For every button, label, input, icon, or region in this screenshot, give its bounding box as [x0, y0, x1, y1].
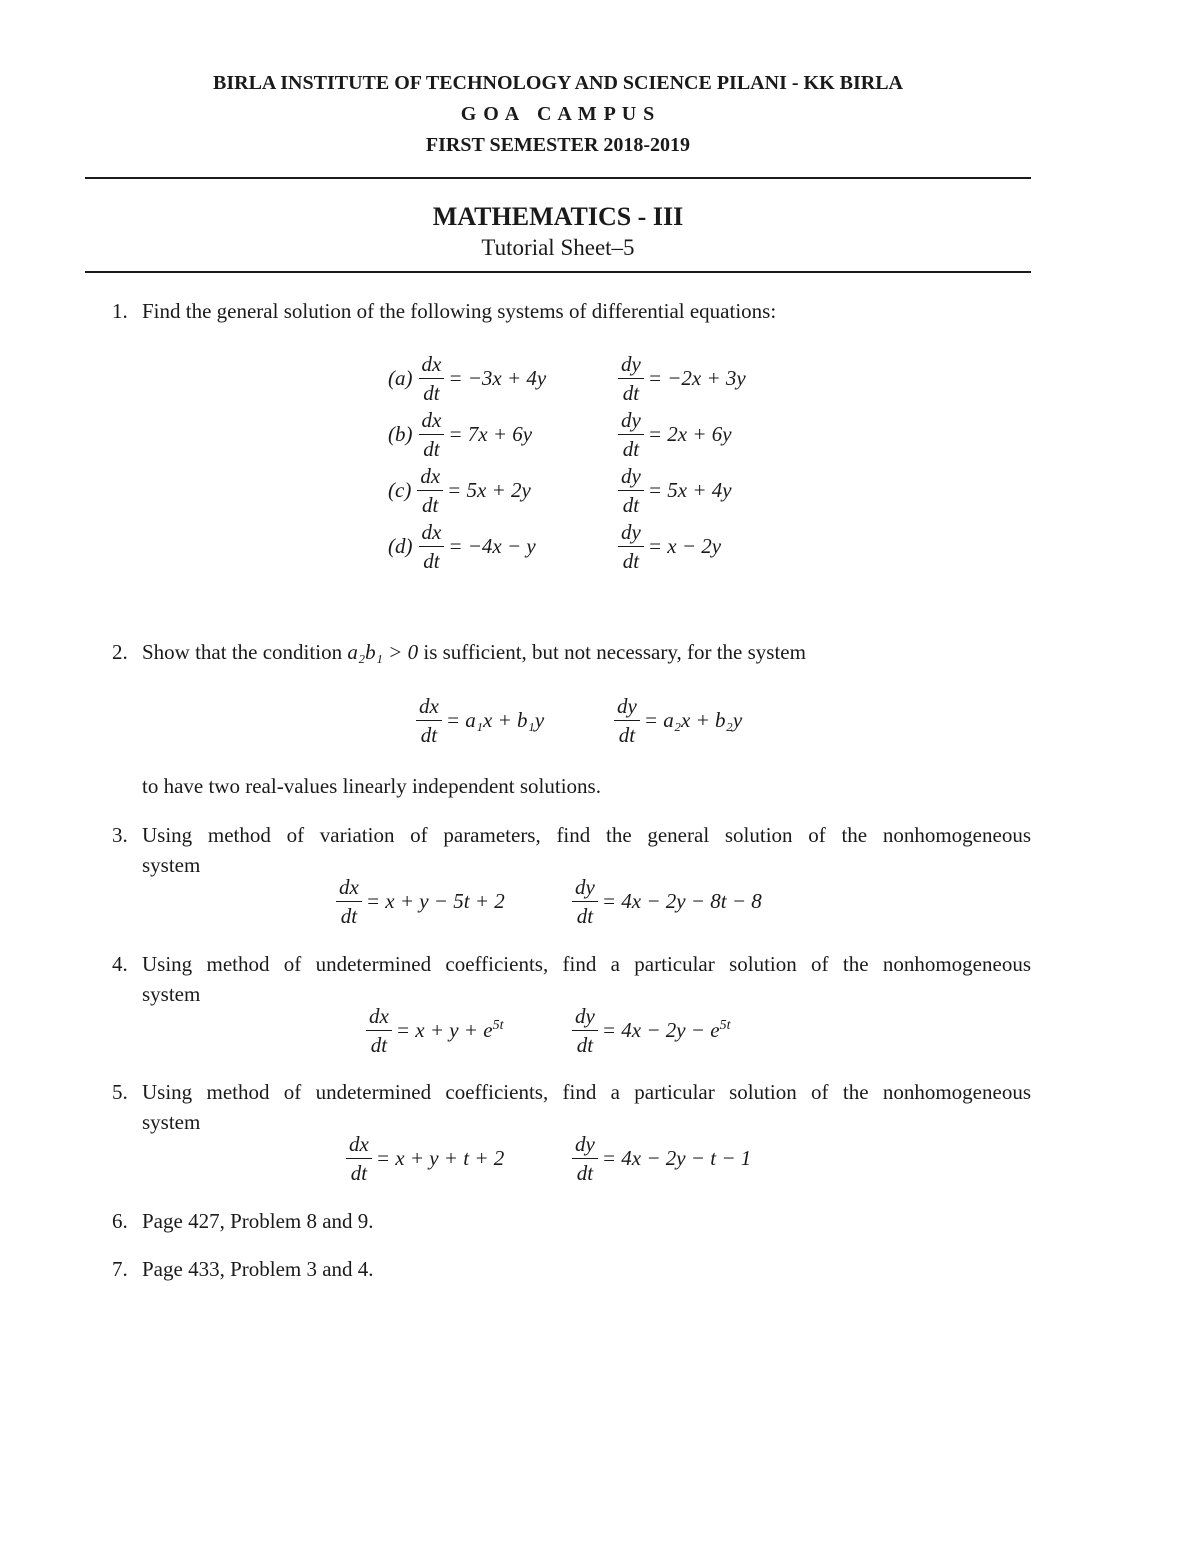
semester: FIRST SEMESTER 2018-2019	[425, 134, 691, 156]
system-a-x-equation	[388, 352, 546, 405]
system-d-x-equation	[388, 520, 536, 573]
equation-rhs: = −2x + 3y	[647, 366, 746, 390]
equation-rhs: = 4x − 2y − t − 1	[601, 1146, 752, 1170]
problem-text: Using method of variation of parameters, find the general solution of the nonhomogeneous	[142, 823, 1031, 847]
problem-number: 3.	[112, 823, 128, 847]
frac-numerator: dx	[346, 1132, 372, 1159]
frac-denominator: dt	[622, 381, 640, 405]
equation-rhs: = 5x + 2y	[447, 478, 531, 502]
exponent: 5t	[719, 1018, 731, 1033]
part-label: (c)	[388, 478, 412, 502]
frac-denominator: dt	[340, 904, 358, 928]
problem-5-cont: system	[142, 1110, 201, 1134]
frac-numerator: dx	[419, 408, 445, 435]
frac-denominator: dt	[423, 437, 440, 461]
p5-x-equation	[342, 1132, 504, 1185]
equation-rhs: = x + y + e	[395, 1018, 493, 1042]
problem-4	[112, 949, 1031, 979]
problem-number: 4.	[112, 952, 128, 976]
frac-numerator: dy	[618, 464, 644, 491]
p3-y-equation	[568, 875, 762, 928]
problem-2	[112, 637, 806, 667]
problem-text-after: is sufficient, but not necessary, for the system	[418, 640, 806, 664]
problem-4-cont: system	[142, 982, 201, 1006]
institute-name: BIRLA INSTITUTE OF TECHNOLOGY AND SCIENCE PILANI - KK BIRLA	[213, 72, 903, 94]
system-d-y-equation	[614, 520, 721, 573]
frac-denominator: dt	[618, 723, 636, 747]
problem-7	[112, 1254, 374, 1284]
frac-numerator: dx	[419, 520, 445, 547]
frac-numerator: dx	[416, 694, 442, 721]
problem-text: Page 427, Problem 8 and 9.	[142, 1209, 374, 1233]
part-label: (d)	[388, 534, 413, 558]
frac-numerator: dx	[419, 352, 445, 379]
problem-text-before: Show that the condition	[142, 640, 348, 664]
equation-rhs: = a₁x + b₁y	[445, 708, 545, 732]
frac-numerator: dx	[417, 464, 443, 491]
frac-numerator: dy	[618, 408, 644, 435]
frac-numerator: dx	[366, 1004, 392, 1031]
frac-denominator: dt	[350, 1161, 368, 1185]
system-a-y-equation	[614, 352, 746, 405]
title-rule	[85, 271, 1031, 273]
problem-text: Using method of undetermined coefficients, find a particular solution of the nonhomogeneous	[142, 952, 1031, 976]
problem-3	[112, 820, 1031, 850]
frac-denominator: dt	[576, 1161, 594, 1185]
part-label: (b)	[388, 422, 413, 446]
problem-number: 5.	[112, 1080, 128, 1104]
problem-text: Page 433, Problem 3 and 4.	[142, 1257, 374, 1281]
equation-rhs: = x − 2y	[647, 534, 722, 558]
condition-expression: a₂b₁ > 0	[347, 640, 419, 664]
frac-numerator: dx	[336, 875, 362, 902]
p3-x-equation	[332, 875, 505, 928]
frac-numerator: dy	[572, 875, 598, 902]
problem-number: 6.	[112, 1209, 128, 1233]
problem-text: Using method of undetermined coefficients, find a particular solution of the nonhomogeneous	[142, 1080, 1031, 1104]
frac-numerator: dy	[618, 520, 644, 547]
top-rule	[85, 177, 1031, 179]
sheet-title: Tutorial Sheet–5	[481, 235, 635, 260]
p2-y-equation	[610, 694, 742, 747]
problem-number: 1.	[112, 299, 128, 323]
problem-number: 7.	[112, 1257, 128, 1281]
equation-rhs: = a₂x + b₂y	[643, 708, 743, 732]
p2-x-equation	[412, 694, 544, 747]
problem-6	[112, 1206, 374, 1236]
equation-rhs: = −4x − y	[448, 534, 536, 558]
frac-numerator: dy	[618, 352, 644, 379]
equation-rhs: = x + y − 5t + 2	[365, 889, 505, 913]
frac-denominator: dt	[622, 493, 640, 517]
frac-denominator: dt	[622, 437, 640, 461]
equation-rhs: = 7x + 6y	[448, 422, 533, 446]
equation-rhs: = 4x − 2y − 8t − 8	[601, 889, 762, 913]
frac-denominator: dt	[370, 1033, 388, 1057]
problem-2-conclusion: to have two real-values linearly independent solutions.	[142, 774, 601, 798]
problem-1	[112, 296, 776, 326]
equation-rhs: = −3x + 4y	[448, 366, 547, 390]
equation-rhs: = 5x + 4y	[647, 478, 732, 502]
problem-3-cont: system	[142, 853, 201, 877]
frac-denominator: dt	[576, 904, 594, 928]
part-label: (a)	[388, 366, 413, 390]
p4-y-equation	[568, 1004, 730, 1057]
frac-denominator: dt	[576, 1033, 594, 1057]
frac-denominator: dt	[622, 549, 640, 573]
system-b-y-equation	[614, 408, 732, 461]
frac-denominator: dt	[422, 493, 439, 517]
frac-numerator: dy	[572, 1004, 598, 1031]
system-b-x-equation	[388, 408, 532, 461]
frac-denominator: dt	[423, 381, 440, 405]
system-c-x-equation	[388, 464, 531, 517]
problem-number: 2.	[112, 640, 128, 664]
problem-5	[112, 1077, 1031, 1107]
problem-text: Find the general solution of the following systems of differential equations:	[142, 299, 777, 323]
equation-rhs: = 4x − 2y − e	[601, 1018, 720, 1042]
frac-numerator: dy	[614, 694, 640, 721]
system-c-y-equation	[614, 464, 732, 517]
p5-y-equation	[568, 1132, 751, 1185]
exponent: 5t	[492, 1018, 504, 1033]
frac-numerator: dy	[572, 1132, 598, 1159]
equation-rhs: = x + y + t + 2	[375, 1146, 505, 1170]
frac-denominator: dt	[423, 549, 440, 573]
frac-denominator: dt	[420, 723, 438, 747]
p4-x-equation	[362, 1004, 503, 1057]
campus-name: G O A C A M P U S	[460, 103, 656, 125]
course-title: MATHEMATICS - III	[432, 202, 684, 231]
equation-rhs: = 2x + 6y	[647, 422, 732, 446]
